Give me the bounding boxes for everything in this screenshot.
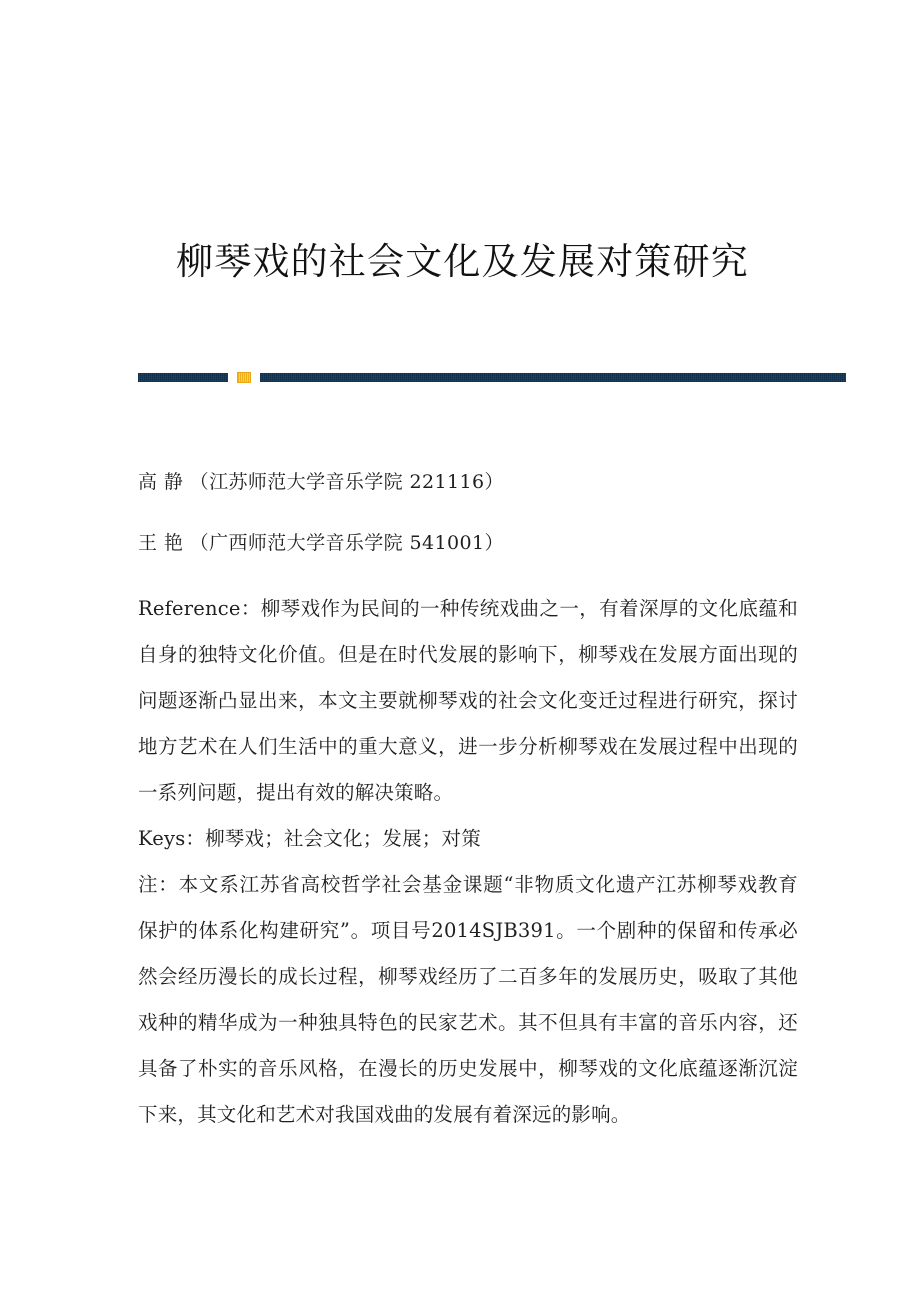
divider-accent-square [234,369,254,385]
abstract-paragraph: Reference：柳琴戏作为民间的一种传统戏曲之一，有着深厚的文化底蕴和自身的独特文化价值。但是在时代发展的影响下，柳琴戏在发展方面出现的问题逐渐凸显出来，本文主要就柳琴戏的社会文化变迁过程进行研究，探讨地方艺术在人们生活中的重大意义，进一步分析柳琴戏在发展过程中出现的一系列问题，提出有效的解决策略。 [138,597,798,804]
author-affiliation-line-2: 王 艳 （广西师范大学音乐学院 541001） [138,532,504,554]
funding-note-paragraph: 注：本文系江苏省高校哲学社会基金课题“非物质文化遗产江苏柳琴戏教育保护的体系化构建研究”。项目号2014SJB391。一个剧种的保留和传承必然会经历漫长的成长过程，柳琴戏经历了二百多年的发展历史，吸取了其他戏种的精华成为一种独具特色的民家艺术。其不但具有丰富的音乐内容，还具备了朴实的音乐风格，在漫长的历史发展中，柳琴戏的文化底蕴逐渐沉淀下来，其文化和艺术对我国戏曲的发展有着深远的影响。 [138,873,798,1126]
gold-square-icon [237,372,251,383]
divider-bar-right-segment [260,373,846,382]
page-title: 柳琴戏的社会文化及发展对策研究 [176,239,749,283]
decorative-divider [138,369,846,385]
document-body [138,452,798,1138]
keywords-line: Keys：柳琴戏；社会文化；发展；对策 [138,827,481,850]
divider-bar-left-segment [138,373,228,382]
author-affiliation-line-1: 高 静 （江苏师范大学音乐学院 221116） [138,471,504,493]
